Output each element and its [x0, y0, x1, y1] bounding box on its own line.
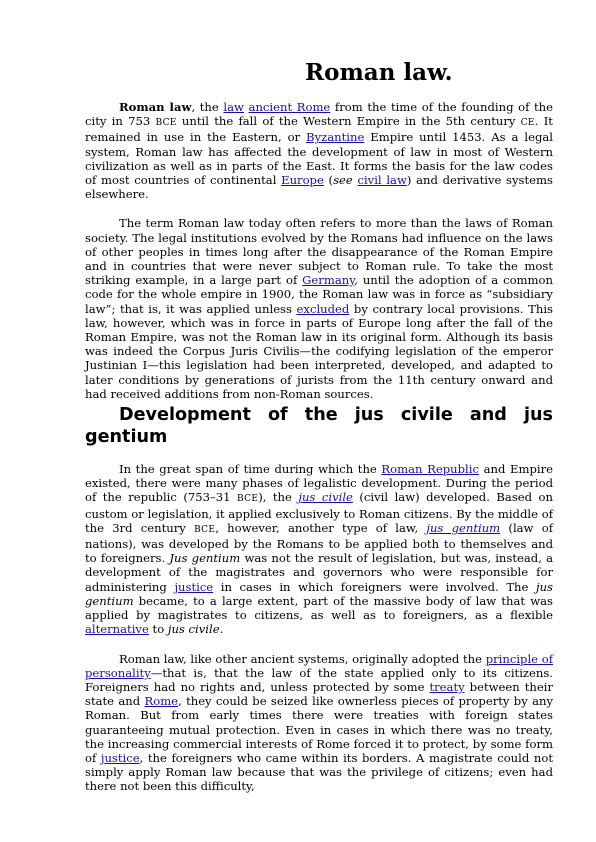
- paragraph-personality: [85, 652, 553, 794]
- text: (civil law) developed. Based on custom or legislation, it applied exclusively to Roman citizens. By the middle of the 3rd century: [85, 490, 553, 535]
- era-abbrev: CE: [520, 118, 535, 129]
- paragraph-term: [85, 216, 553, 401]
- see-reference: see: [333, 173, 353, 188]
- page-title: Roman law.: [305, 59, 453, 86]
- text: . It remained in use in the Eastern, or: [85, 114, 553, 145]
- text: The term Roman law today often refers to more than the laws of Roman society. The legal institutions evolved by the Romans had influence on the laws of other peoples in times long after the disappearance of the Roman Empire and in countries that were never subject to Roman rule. To take the most striking example, in a large part of: [85, 216, 553, 288]
- text: Empire until 1453. As a legal system, Roman law has affected the development of law in most of Western civilization as well as in parts of the East. It forms the basis for the law codes of most countries of continental: [85, 130, 553, 188]
- link-justice-2[interactable]: justice: [100, 750, 140, 765]
- link-treaty[interactable]: treaty: [429, 679, 465, 694]
- link-roman-republic[interactable]: Roman Republic: [381, 462, 479, 477]
- text: , however, another type of law,: [215, 520, 427, 535]
- text: (: [323, 173, 334, 188]
- text: .: [219, 622, 224, 637]
- paragraph-intro: [85, 100, 553, 201]
- text: (law of nations), was developed by the Romans to be applied both to themselves and to foreigners.: [85, 520, 553, 566]
- text: —that is, that the law of the state applied only to its citizens. Foreigners had no rights and, unless protected by some: [85, 665, 553, 694]
- text: to: [148, 622, 168, 637]
- text: In the great span of time during which the: [119, 462, 382, 477]
- paragraph-jus-civile: [85, 462, 553, 636]
- text: ) and derivative systems elsewhere.: [85, 173, 553, 202]
- term-roman-law: Roman law: [119, 100, 192, 114]
- link-law[interactable]: law: [223, 100, 244, 114]
- text: , they could be seized like ownerless pieces of property by any Roman. But from early times there were treaties with foreign states guaranteeing mutual protection. Even in cases in which there was no treaty, the increasing commercial interests of Rome forced it to protect, by some form of: [85, 694, 554, 765]
- term-italic: Jus gentium: [169, 551, 241, 566]
- text: became, to a large extent, part of the massive body of law that was applied by magistrates to citizens, as well as to foreigners, as a flexible: [85, 593, 553, 623]
- link-jus-gentium[interactable]: [426, 521, 500, 535]
- link-principle-of-personality[interactable]: principle of personality: [85, 651, 553, 680]
- text: ), the: [258, 490, 299, 505]
- section-heading: Development of the jus civile and jus gentium: [85, 405, 553, 448]
- text: , until the adoption of a common code for the whole empire in 1900, the Roman law was in force as “subsidiary law”; that is, it was applied unless: [85, 273, 553, 316]
- link-text: jus civile: [298, 490, 353, 505]
- text: from the time of the founding of the city in 753: [85, 100, 553, 129]
- link-text: jus gentium: [426, 520, 501, 535]
- link-europe[interactable]: Europe: [281, 173, 324, 188]
- term-italic: jus gentium: [85, 579, 554, 608]
- link-civil-law[interactable]: civil law: [357, 173, 407, 188]
- link-alternative[interactable]: alternative: [85, 622, 149, 637]
- text: , the foreigners who came within its borders. A magistrate could not simply apply Roman law because that was the privilege of citizens; even had there not been this difficulty,: [85, 750, 553, 794]
- link-jus-civile[interactable]: [298, 490, 353, 504]
- link-byzantine[interactable]: Byzantine: [306, 130, 365, 145]
- text: until the fall of the Western Empire in the 5th century: [176, 114, 521, 129]
- link-germany[interactable]: Germany: [302, 273, 355, 288]
- link-justice[interactable]: justice: [174, 579, 214, 594]
- text: Roman law, like other ancient systems, originally adopted the: [119, 651, 486, 666]
- document-page: [85, 60, 553, 809]
- text: , the: [191, 100, 224, 114]
- link-excluded[interactable]: excluded: [296, 301, 350, 316]
- text: between their state and: [85, 679, 553, 709]
- text: and Empire existed, there were many phases of legalistic development. During the period of the republic (753–31: [85, 462, 554, 505]
- era-abbrev: BCE: [237, 494, 259, 505]
- term-italic: jus civile: [167, 622, 220, 637]
- era-abbrev: BCE: [155, 118, 177, 129]
- text: in cases in which foreigners were involved. The: [213, 579, 536, 594]
- link-ancient-rome[interactable]: ancient Rome: [248, 100, 331, 114]
- text: by contrary local provisions. This law, however, which was in force in parts of Europe long after the fall of the Roman Empire, was not the Roman law in its original form. Although its basis was indeed the Corpus Juris Civilis—the codifying legislation of the emperor Justinian I—this legislation had been interpreted, developed, and adapted to later conditions by generations of jurists from the 11th century onward and had received additions from non-Roman sources.: [85, 301, 553, 401]
- text: was not the result of legislation, but was, instead, a development of the magistrates and governors who were responsible for administering: [85, 551, 554, 594]
- era-abbrev: BCE: [194, 524, 216, 535]
- link-rome[interactable]: Rome: [144, 694, 179, 709]
